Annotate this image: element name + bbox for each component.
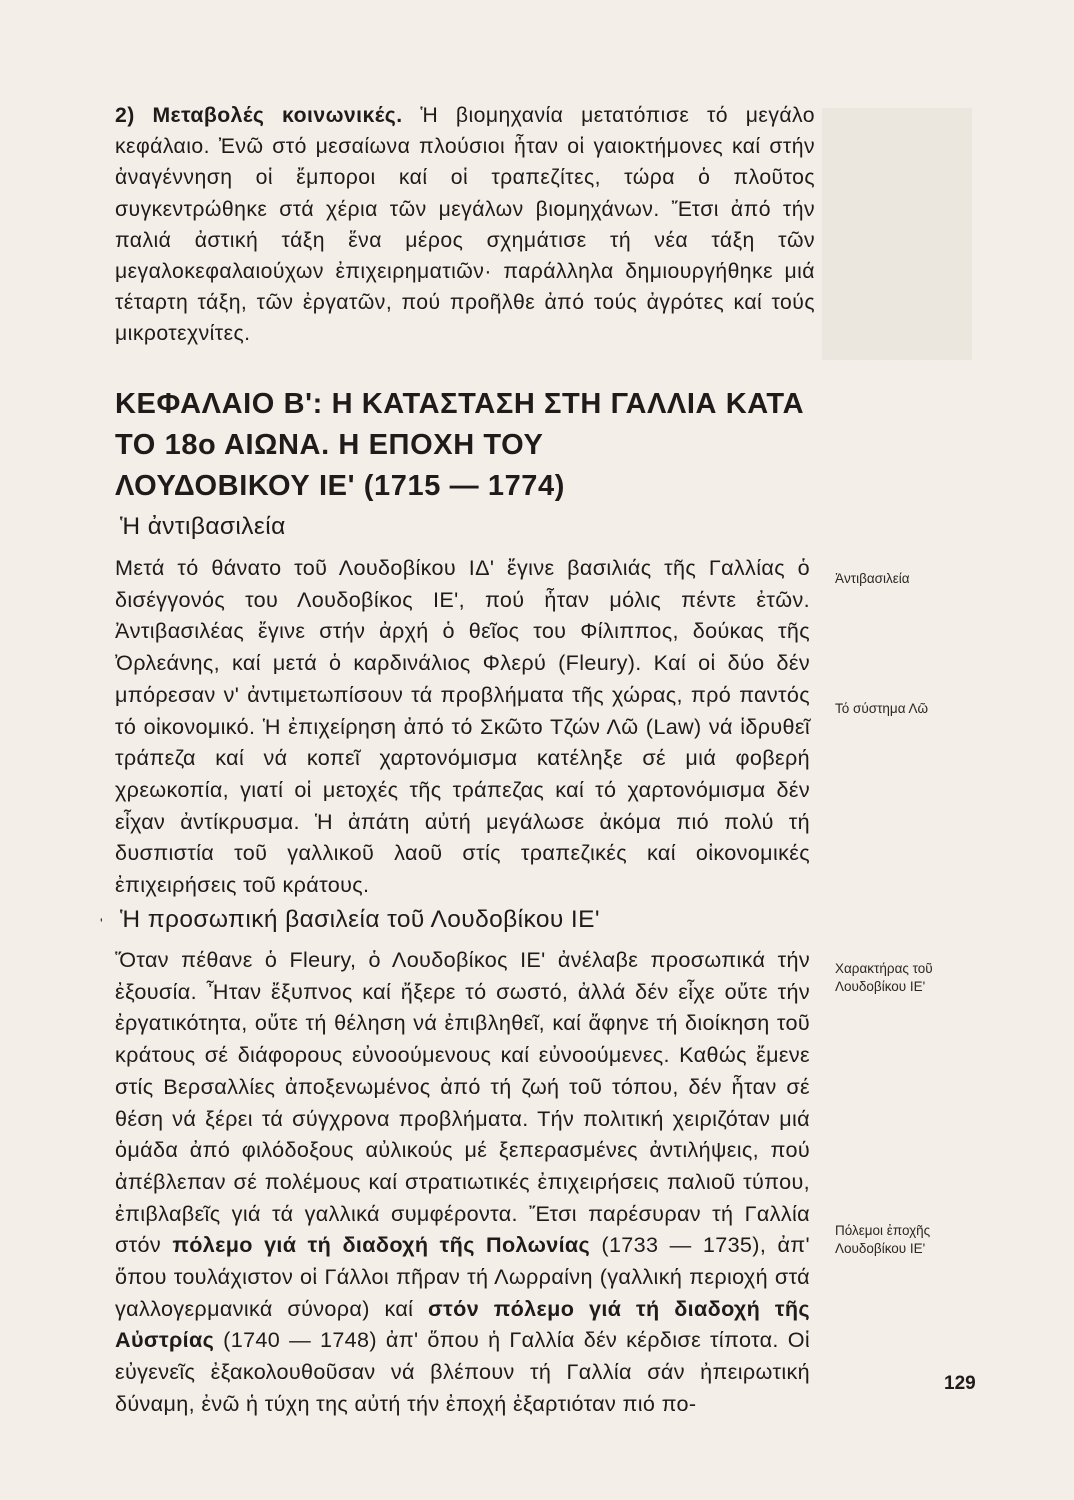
intro-paragraph	[115, 100, 815, 350]
personal-reign-text-c: (1740 — 1748) ἀπ' ὅπου ἡ Γαλλία δέν κέρδισε τίποτα. Οἱ εὐγενεῖς ἐξακολουθοῦσαν νά βλέπουν τή Γαλλία σάν ἠπειρωτική δύναμη, ἐνῶ ἡ τύχη της αὐτή τήν ἐποχή ἐξαρτιόταν πιό πο-	[115, 1327, 810, 1416]
section-heading-personal-reign: Ἡ προσωπική βασιλεία τοῦ Λουδοβίκου ΙΕ'	[120, 906, 600, 933]
personal-reign-text-b: (1733 — 1735), ἀπ' ὅπου τουλάχιστον οἱ Γάλλοι πῆραν τή Λωρραίνη (γαλλική περιοχή στά γαλλογερμανικά σύνορα) καί	[115, 1232, 810, 1321]
intro-lead: 2) Μεταβολές κοινωνικές.	[115, 104, 403, 127]
polish-succession-war: πόλεμο γιά τή διαδοχή τῆς Πολωνίας	[172, 1232, 591, 1258]
chapter-title-line-3: ΛΟΥΔΟΒΙΚΟΥ ΙΕ' (1715 — 1774)	[115, 470, 566, 502]
margin-note-character-line-1: Χαρακτήρας τοῦ	[835, 961, 933, 976]
personal-reign-text-a: Ὅταν πέθανε ὁ Fleury, ὁ Λουδοβίκος ΙΕ' ἀνέλαβε προσωπικά τήν ἐξουσία. Ἦταν ἔξυπνος καί ἤξερε τό σωστό, ἀλλά δέν εἶχε οὔτε τήν ἐργατικότητα, οὔτε τή θέληση νά ἐπιβληθεῖ, καί ἄφηνε τή διοίκηση τοῦ κράτους σέ διάφορους εὐνοούμενους καί εὐνοούμενες. Καθώς ἔμενε στίς Βερσαλλίες ἀποξενωμένος ἀπό τή ζωή τοῦ τόπου, δέν ἦταν σέ θέση νά ξέρει τά σύγχρονα προβλήματα. Τήν πολιτική χειριζόταν μιά ὁμάδα ἀπό φιλόδοξους αὐλικούς μέ ξεπερασμένες ἀντιλήψεις, πού ἀπέβλεπαν σέ πολέμους καί στρατιωτικές ἐπιχειρήσεις παλιοῦ τύπου, ἐπιβλαβεῖς γιά τά γαλλικά συμφέροντα. Ἔτσι παρέσυραν τή Γαλλία στόν	[115, 947, 810, 1258]
austrian-succession-war: στόν πόλεμο γιά τή διαδοχή τῆς Αὐστρίας	[115, 1295, 810, 1353]
personal-reign-paragraph	[115, 944, 810, 1420]
margin-note-character	[835, 960, 975, 996]
margin-note-law-system: Τό σύστημα Λῶ	[835, 701, 929, 716]
intro-text: Ἡ βιομηχανία μετατόπισε τό μεγάλο κεφάλαιο. Ἐνῶ στό μεσαίωνα πλούσιοι ἦταν οἱ γαιοκτήμονες καί στήν ἀναγέννηση οἱ ἔμποροι καί οἱ τραπεζίτες, τώρα ὁ πλοῦτος συγκεντρώθηκε στά χέρια τῶν μεγάλων βιομηχάνων. Ἔτσι ἀπό τήν παλιά ἀστική τάξη ἕνα μέρος σχημάτισε τή νέα τάξη τῶν μεγαλοκεφαλαιούχων ἐπιχειρηματιῶν· παράλληλα δημιουργήθηκε μιά τέταρτη τάξη, τῶν ἐργατῶν, πού προῆλθε ἀπό τούς ἀγρότες καί τούς μικροτεχνίτες.	[115, 104, 816, 346]
margin-note-wars	[835, 1222, 975, 1258]
regency-text: Μετά τό θάνατο τοῦ Λουδοβίκου ΙΔ' ἔγινε βασιλιάς τῆς Γαλλίας ὁ δισέγγονός του Λουδοβίκος ΙΕ', πού ἦταν μόλις πέντε ἐτῶν. Ἀντιβασιλέας ἔγινε στήν ἀρχή ὁ θεῖος του Φίλιππος, δούκας τῆς Ὀρλεάνης, καί μετά ὁ καρδινάλιος Φλερύ (Fleury). Καί οἱ δύο δέν μπόρεσαν ν' ἀντιμετωπίσουν τά προβλήματα τῆς χώρας, πρό παντός τό οἰκονομικό. Ἡ ἐπιχείρηση ἀπό τό Σκῶτο Τζών Λῶ (Law) νά ἱδρυθεῖ τράπεζα καί νά κοπεῖ χαρτονόμισμα κατέληξε σέ μιά φοβερή χρεωκοπία, γιατί οἱ μετοχές τῆς τράπεζας καί τό χαρτονόμισμα δέν εἶχαν ἀντίκρυσμα. Ἡ ἀπάτη αὐτή μεγάλωσε ἀκόμα πιό πολύ τή δυσπιστία τοῦ γαλλικοῦ λαοῦ στίς τραπεζικές καί οἰκονομικές ἐπιχειρήσεις τοῦ κράτους.	[115, 555, 810, 898]
personal-reign-text	[115, 944, 810, 1420]
regency-paragraph	[115, 552, 810, 901]
page-number: 129	[944, 1373, 976, 1394]
margin-note-character-line-2: Λουδοβίκου ΙΕ'	[835, 979, 926, 994]
margin-note-regency: Ἀντιβασιλεία	[835, 571, 910, 586]
show-through-shade	[822, 108, 972, 360]
stray-mark: '	[100, 915, 103, 931]
chapter-title-line-1: ΚΕΦΑΛΑΙΟ Β': Η ΚΑΤΑΣΤΑΣΗ ΣΤΗ ΓΑΛΛΙΑ ΚΑΤΑ	[115, 388, 805, 420]
section-heading-regency: Ἡ ἀντιβασιλεία	[120, 513, 286, 540]
margin-note-wars-line-2: Λουδοβίκου ΙΕ'	[835, 1241, 926, 1256]
margin-note-wars-line-1: Πόλεμοι ἐποχῆς	[835, 1223, 931, 1238]
chapter-title	[115, 384, 815, 507]
chapter-title-line-2: ΤΟ 18ο ΑΙΩΝΑ. Η ΕΠΟΧΗ ΤΟΥ	[115, 429, 544, 461]
